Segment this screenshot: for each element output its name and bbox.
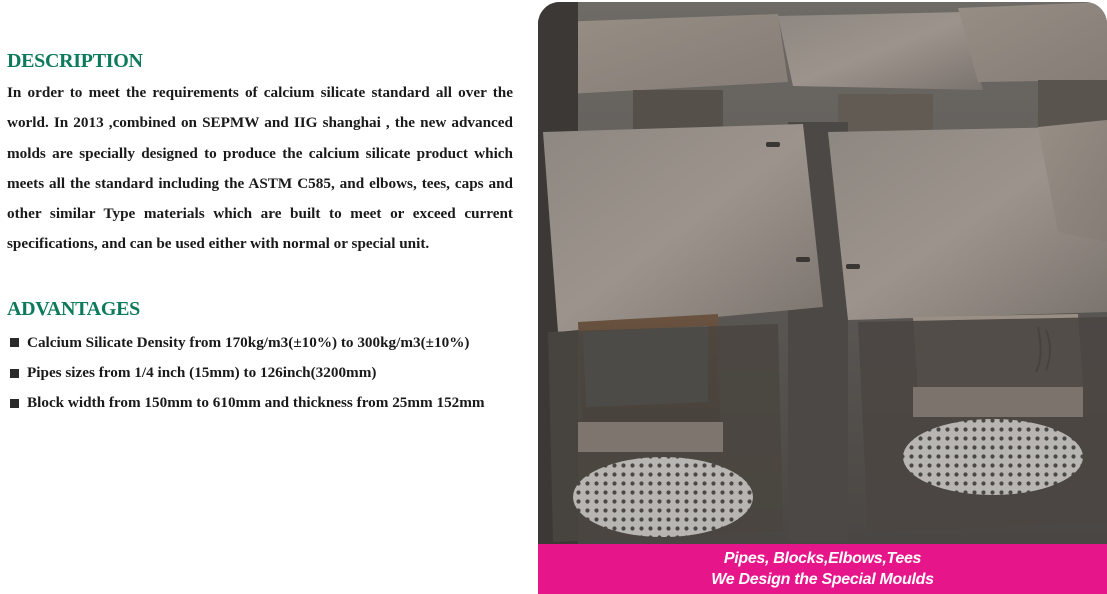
- advantage-text: Calcium Silicate Density from 170kg/m3(±10%) to 300kg/m3(±10%): [27, 333, 470, 351]
- list-item: [7, 358, 513, 388]
- description-heading: DESCRIPTION: [7, 50, 143, 72]
- advantage-text: Block width from 150mm to 610mm and thickness from 25mm 152mm: [27, 394, 485, 412]
- square-bullet-icon: [10, 399, 19, 408]
- list-item: [7, 388, 513, 418]
- square-bullet-icon: [10, 338, 19, 347]
- list-item: [7, 328, 513, 358]
- advantages-list: [7, 328, 513, 419]
- description-body: In order to meet the requirements of calcium silicate standard all over the world. In 2013 ,combined on SEPMW and IIG shanghai , the new advanced molds are specially designed to produce the calcium silicate product which meets all the standard including the ASTM C585, and elbows, tees, caps and other similar Type materials which are built to meet or exceed current specifications, and can be used either with normal or special unit.: [7, 84, 513, 253]
- caption-line-2: We Design the Special Moulds: [711, 571, 934, 588]
- caption-line-1: Pipes, Blocks,Elbows,Tees: [723, 550, 922, 567]
- advantage-text: Pipes sizes from 1/4 inch (15mm) to 126inch(3200mm): [27, 364, 377, 382]
- caption-bar: [538, 544, 1107, 594]
- square-bullet-icon: [10, 369, 19, 378]
- advantages-heading: ADVANTAGES: [7, 297, 140, 320]
- text-column: [7, 48, 513, 419]
- mould-photo: [538, 2, 1107, 544]
- product-photo-card: [538, 2, 1107, 594]
